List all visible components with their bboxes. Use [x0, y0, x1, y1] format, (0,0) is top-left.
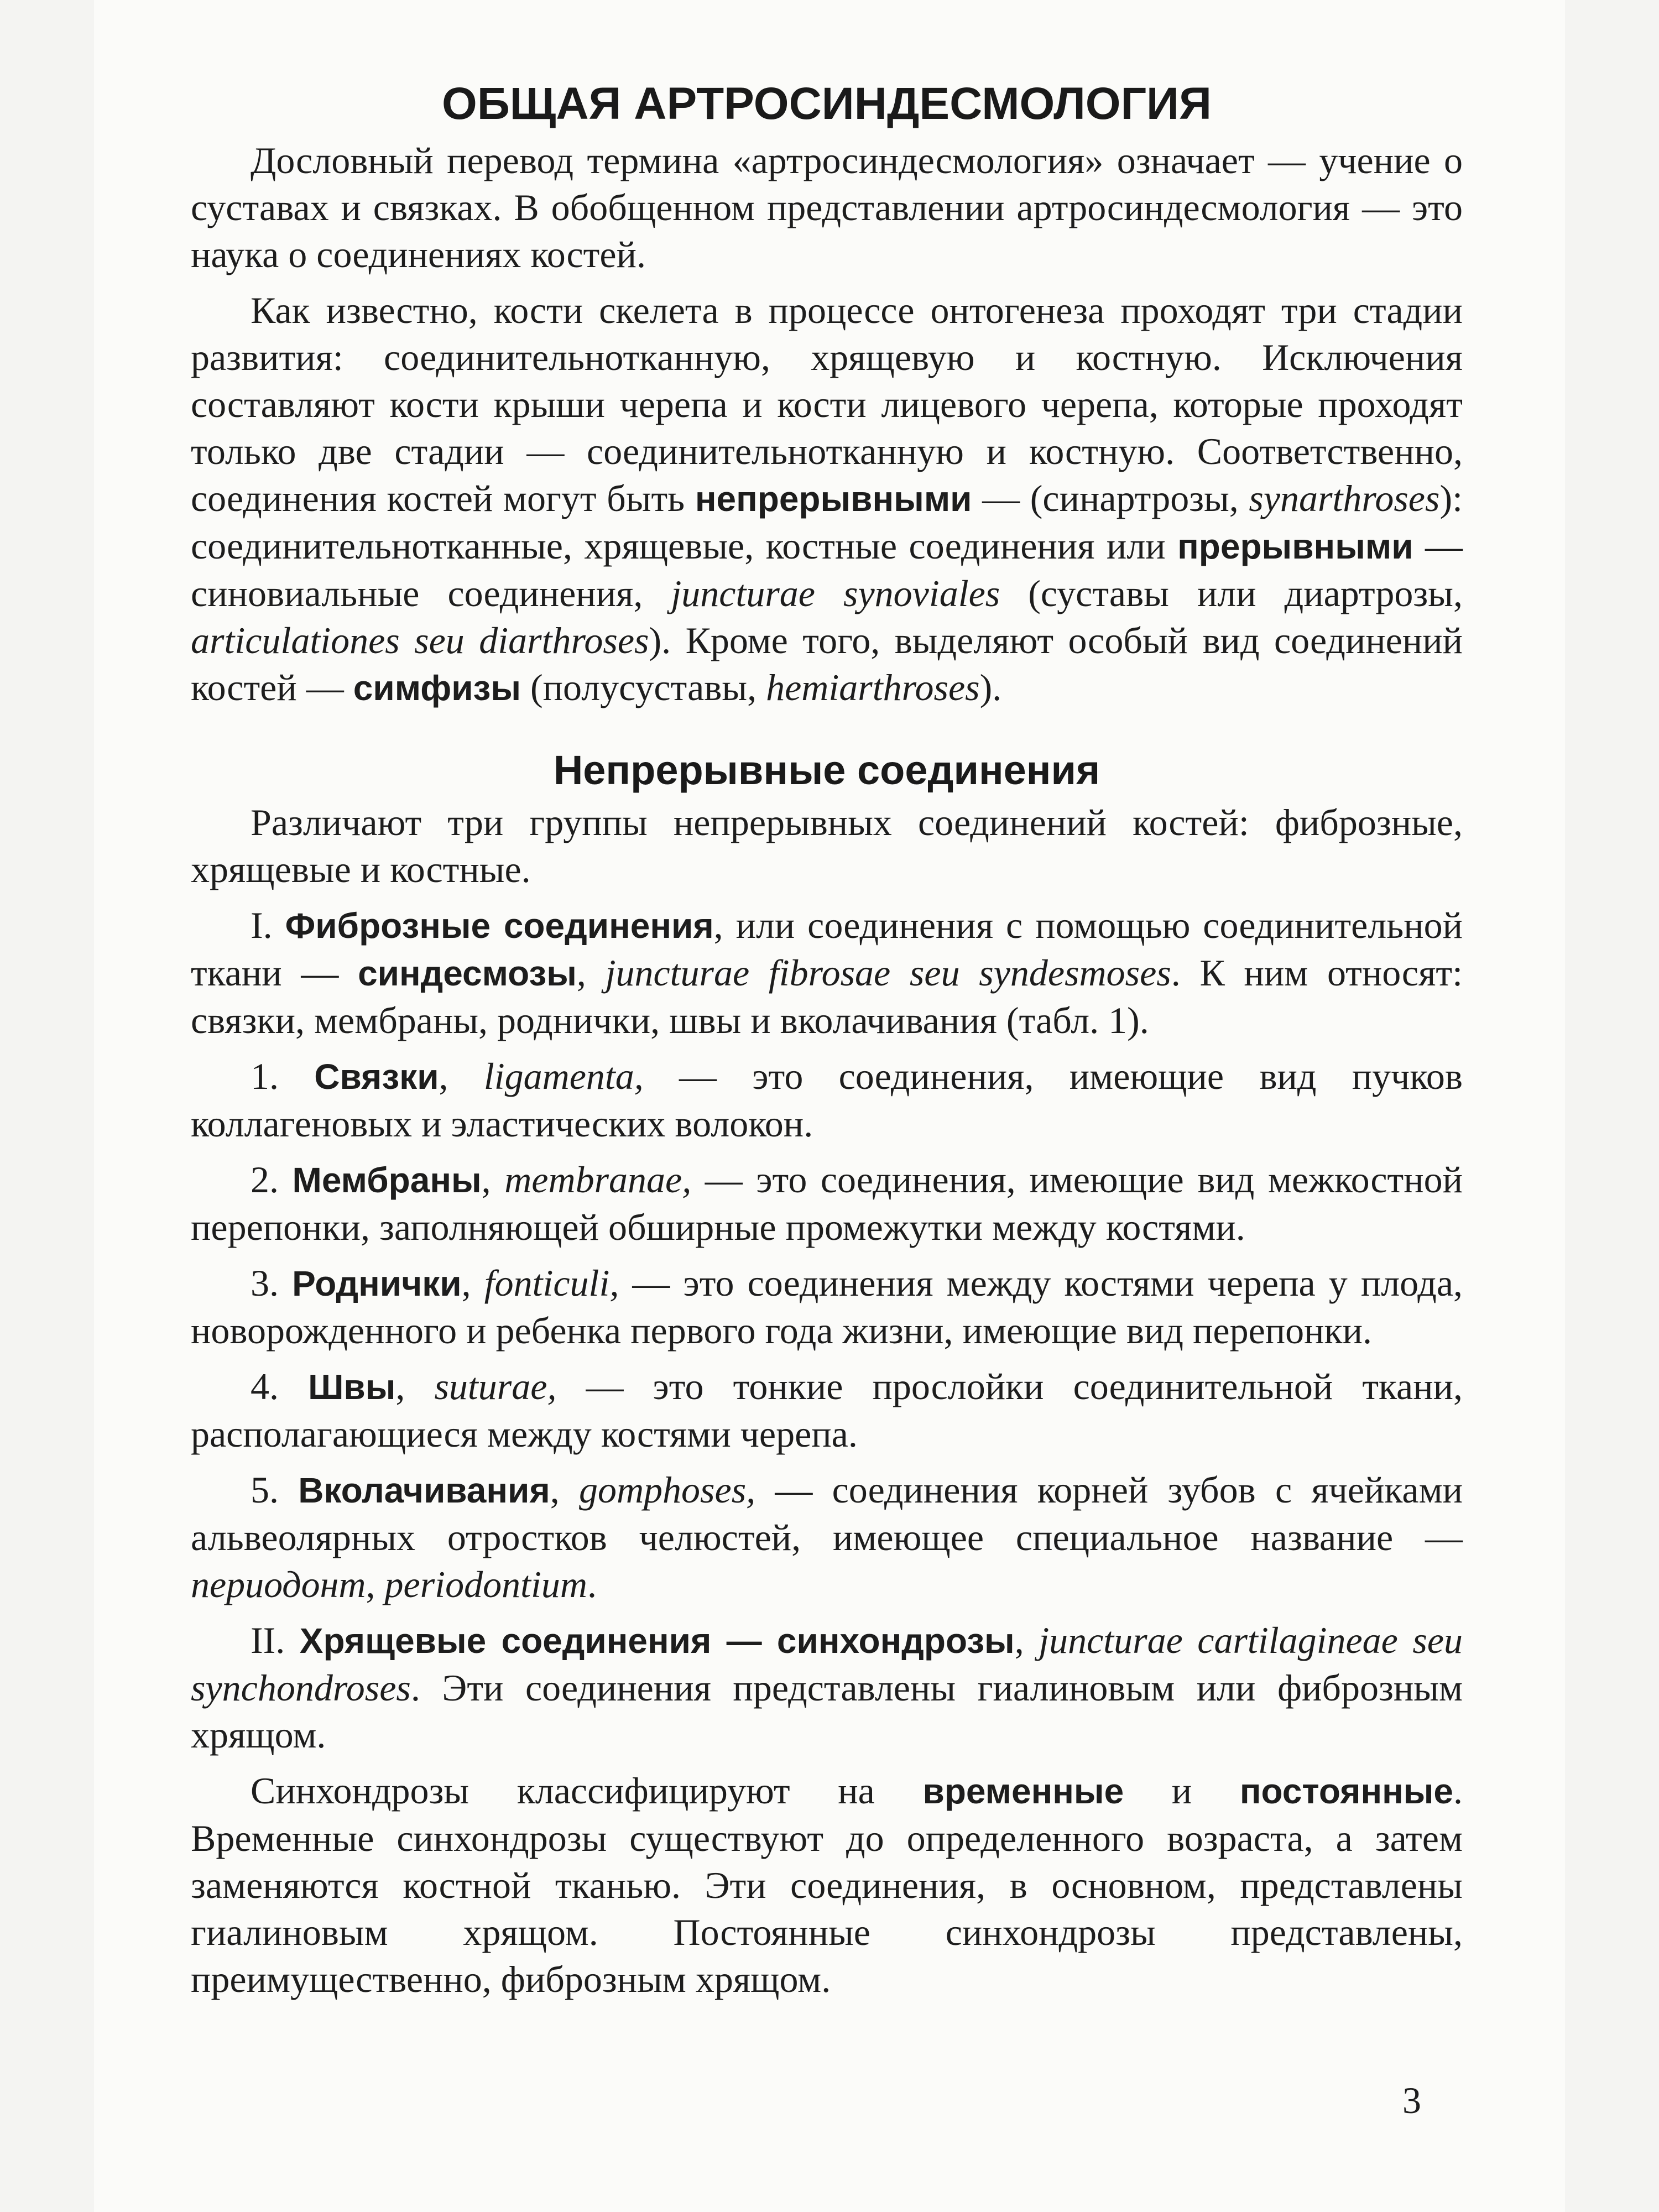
- term-synchondroses: Хрящевые соединения — синхондрозы: [299, 1621, 1015, 1661]
- term-continuous: непрерывными: [695, 479, 972, 519]
- section-title: Непрерывные соединения: [553, 747, 1100, 793]
- paragraph-development-stages: Как известно, кости скелета в процессе онтогенеза проходят три стадии развития: соединительнотканную, хрящевую и костную. Исключения составляют кости крыши черепа и кости лицевого черепа, которые проходят только две стадии — соединительнотканную и костную. Соответственно, соединения костей могут быть непрерывными — (синартрозы, synarthroses): соединительнотканные, хрящевые, костные соединения или прерывными — синовиальные соединения, juncturae synoviales (суставы или диартрозы, articulationes seu diarthroses). Кроме того, выделяют особый вид соединений костей — симфизы (полусуставы, hemiarthroses).: [191, 289, 1463, 708]
- list-item: 2. Мембраны, membranae, — это соединения, имеющие вид межкостной перепонки, заполняющей обширные промежутки между костями.: [191, 1159, 1463, 1248]
- paragraph-definition: Дословный перевод термина «артросиндесмология» означает — учение о суставах и связках. В обобщенном представлении артросиндесмология — это наука о соединениях костей.: [191, 139, 1463, 275]
- latin-hemiarthroses: hemiarthroses: [766, 666, 980, 708]
- term-syndesmoses: синдесмозы: [358, 953, 577, 993]
- latin-juncturae-cartilagineae: juncturae cartilagineae seu synchondroses: [191, 1619, 1463, 1709]
- term-symphyses: симфизы: [353, 668, 521, 708]
- latin-juncturae-fibrosae: juncturae fibrosae seu syndesmoses: [605, 952, 1171, 994]
- term-fibrous-joints: Фиброзные соединения: [285, 906, 714, 946]
- page-title: ОБЩАЯ АРТРОСИНДЕСМОЛОГИЯ: [442, 79, 1212, 129]
- book-page: [94, 0, 1565, 2212]
- term-temporary: временные: [922, 1771, 1124, 1811]
- page-text: [191, 77, 1463, 2003]
- list-item: 5. Вколачивания, gomphoses, — соединения корней зубов с ячейками альвеолярных отростков челюстей, имеющее специальное название — периодонт, periodontium.: [191, 1469, 1463, 1605]
- latin-articulationes: articulationes seu diarthroses: [191, 619, 649, 661]
- term-discontinuous: прерывными: [1177, 526, 1413, 566]
- term-permanent: постоянные: [1239, 1771, 1453, 1811]
- paragraph-groups: Различают три группы непрерывных соединений костей: фиброзные, хрящевые и костные.: [191, 801, 1463, 890]
- paragraph-fibrous: I. Фиброзные соединения, или соединения с помощью соединительной ткани — синдесмозы, juncturae fibrosae seu syndesmoses. К ним относят: связки, мембраны, роднички, швы и вколачивания (табл. 1).: [191, 904, 1463, 1041]
- list-item: 1. Связки, ligamenta, — это соединения, имеющие вид пучков коллагеновых и эластических волокон.: [191, 1055, 1463, 1145]
- list-item: 4. Швы, suturae, — это тонкие прослойки соединительной ткани, располагающиеся между костями черепа.: [191, 1365, 1463, 1455]
- latin-juncturae-synoviales: juncturae synoviales: [671, 572, 1000, 614]
- paragraph-synchondroses-types: Синхондрозы классифицируют на временные и постоянные. Временные синхондрозы существуют до определенного возраста, а затем заменяются костной тканью. Эти соединения, в основном, представлены гиалиновым хрящом. Постоянные синхондрозы представлены, преимущественно, фиброзным хрящом.: [191, 1770, 1463, 2000]
- page-number: 3: [1402, 2079, 1421, 2121]
- list-item: 3. Роднички, fonticuli, — это соединения между костями черепа у плода, новорожденного и ребенка первого года жизни, имеющие вид перепонки.: [191, 1262, 1463, 1352]
- paragraph-cartilaginous: II. Хрящевые соединения — синхондрозы, juncturae cartilagineae seu synchondroses. Эти соединения представлены гиалиновым или фиброзным хрящом.: [191, 1619, 1463, 1756]
- latin-synarthroses: synarthroses: [1249, 477, 1440, 519]
